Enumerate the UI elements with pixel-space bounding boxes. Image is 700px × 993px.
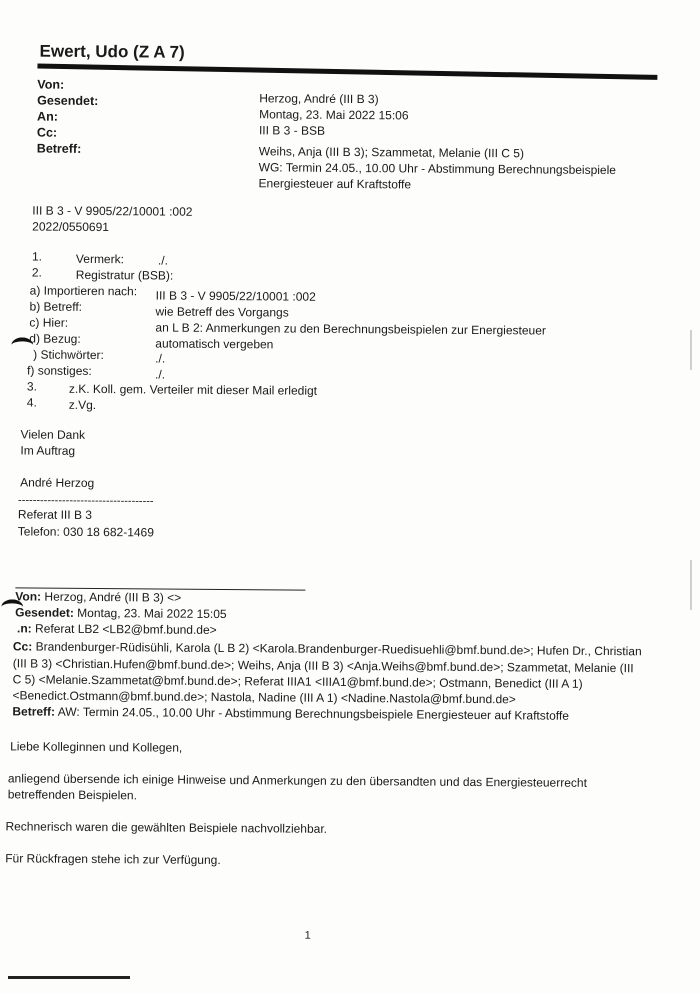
step-3-text: z.K. Koll. gem. Verteiler mit dieser Mail erledigt — [68, 381, 318, 398]
fwd-gesendet: Gesendet: Montag, 23. Mai 2022 15:05 — [15, 605, 227, 622]
scan-edge-mark — [690, 330, 692, 370]
field-c-label: c) Hier: — [29, 315, 69, 330]
punch-mark — [11, 337, 33, 353]
label-betreff: Betreff: — [36, 141, 82, 156]
field-d-label: d) Bezug: — [29, 331, 81, 346]
owner-rule — [37, 64, 657, 80]
scan-bottom-rule — [8, 976, 130, 979]
value-gesendet: Montag, 23. Mai 2022 15:06 — [259, 107, 409, 123]
field-e-label: ) Stichwörter: — [33, 347, 104, 363]
step-vermerk-value: ./. — [157, 253, 169, 268]
mailbox-owner: Ewert, Udo (Z A 7) — [39, 41, 185, 62]
sender-name: André Herzog — [20, 475, 95, 491]
value-cc: Weihs, Anja (III B 3); Szammetat, Melanie (III C 5) — [258, 144, 525, 161]
fwd-an: .n: Referat LB2 <LB2@bmf.bund.de> — [16, 621, 217, 637]
reference-number: 2022/0550691 — [32, 219, 110, 235]
label-von: Von: — [37, 77, 65, 92]
step-number-2: 2. — [31, 265, 42, 280]
closing-thanks: Vielen Dank — [20, 427, 86, 442]
page-number: 1 — [304, 929, 311, 942]
mail-paragraph-1-line-1: anliegend übersende ich einige Hinweise und Anmerkungen zu den übersandten und das Energiesteuerrecht — [7, 771, 587, 790]
value-von: Herzog, André (III B 3) — [259, 91, 379, 107]
field-c-value: an L B 2: Anmerkungen zu den Berechnungsbeispielen zur Energiesteuer — [155, 320, 546, 338]
sender-unit: Referat III B 3 — [17, 507, 93, 522]
fwd-cc-line-1: Cc: Brandenburger-Rüdisühli, Karola (L B 2) <Karola.Brandenburger-Ruedisuehli@bmf.bund.de>; Hufen Dr., Christian — [12, 639, 642, 659]
step-vermerk-label: Vermerk: — [75, 251, 125, 267]
fwd-cc-line-4: <Benedict.Ostmann@bmf.bund.de>; Nastola, Nadine (III A 1) <Nadine.Nastola@bmf.bund.de> — [12, 688, 516, 707]
field-b-value: wie Betreff des Vorgangs — [155, 304, 289, 320]
step-registratur: Registratur (BSB): — [75, 267, 174, 283]
scan-edge-mark — [690, 560, 692, 610]
step-number-4: 4. — [26, 395, 37, 410]
value-an: III B 3 - BSB — [258, 123, 326, 138]
fwd-cc-line-2: (III B 3) <Christian.Hufen@bmf.bund.de>; Weihs, Anja (III B 3) <Anja.Weihs@bmf.bund.de>; Szammetat, Melanie (III — [12, 656, 634, 676]
sender-phone: Telefon: 030 18 682-1469 — [17, 524, 154, 540]
value-betreff-line-1: WG: Termin 24.05., 10.00 Uhr - Abstimmung Berechnungsbeispiele — [258, 160, 617, 178]
fwd-betreff: Betreff: AW: Termin 24.05., 10.00 Uhr - Abstimmung Berechnungsbeispiele Energiesteuer auf Kraftstoffe — [12, 704, 569, 723]
field-b-label: b) Betreff: — [29, 299, 83, 314]
mail-paragraph-3: Für Rückfragen stehe ich zur Verfügung. — [5, 851, 221, 868]
field-f-value: ./. — [154, 367, 166, 382]
fwd-cc-line-3: C 5) <Melanie.Szammetat@bmf.bund.de>; Referat IIIA1 <IIIA1@bmf.bund.de>; Ostmann, Benedict (III A 1) — [12, 672, 583, 691]
label-an: An: — [37, 109, 58, 124]
reference-file: III B 3 - V 9905/22/10001 :002 — [32, 203, 193, 219]
fwd-von: Von: Herzog, André (III B 3) <> — [15, 589, 182, 605]
label-cc: Cc: — [36, 125, 58, 140]
closing-im-auftrag: Im Auftrag — [20, 443, 76, 458]
field-d-value: automatisch vergeben — [155, 336, 274, 352]
signature-separator: ------------------------------------- — [18, 494, 154, 508]
value-betreff-line-2: Energiesteuer auf Kraftstoffe — [258, 176, 412, 192]
field-e-value: ./. — [155, 351, 166, 366]
step-number-1: 1. — [31, 249, 43, 264]
field-a-label: a) Importieren nach: — [29, 283, 138, 299]
step-4-text: z.Vg. — [68, 397, 97, 413]
mail-greeting: Liebe Kolleginnen und Kollegen, — [10, 739, 183, 755]
mail-paragraph-2: Rechnerisch waren die gewählten Beispiele nachvollziehbar. — [5, 819, 328, 836]
field-f-label: f) sonstiges: — [27, 363, 92, 378]
field-a-value: III B 3 - V 9905/22/10001 :002 — [155, 288, 316, 304]
step-number-3: 3. — [26, 379, 38, 394]
label-gesendet: Gesendet: — [37, 93, 99, 109]
mail-paragraph-1-line-2: betreffenden Beispielen. — [7, 787, 138, 803]
